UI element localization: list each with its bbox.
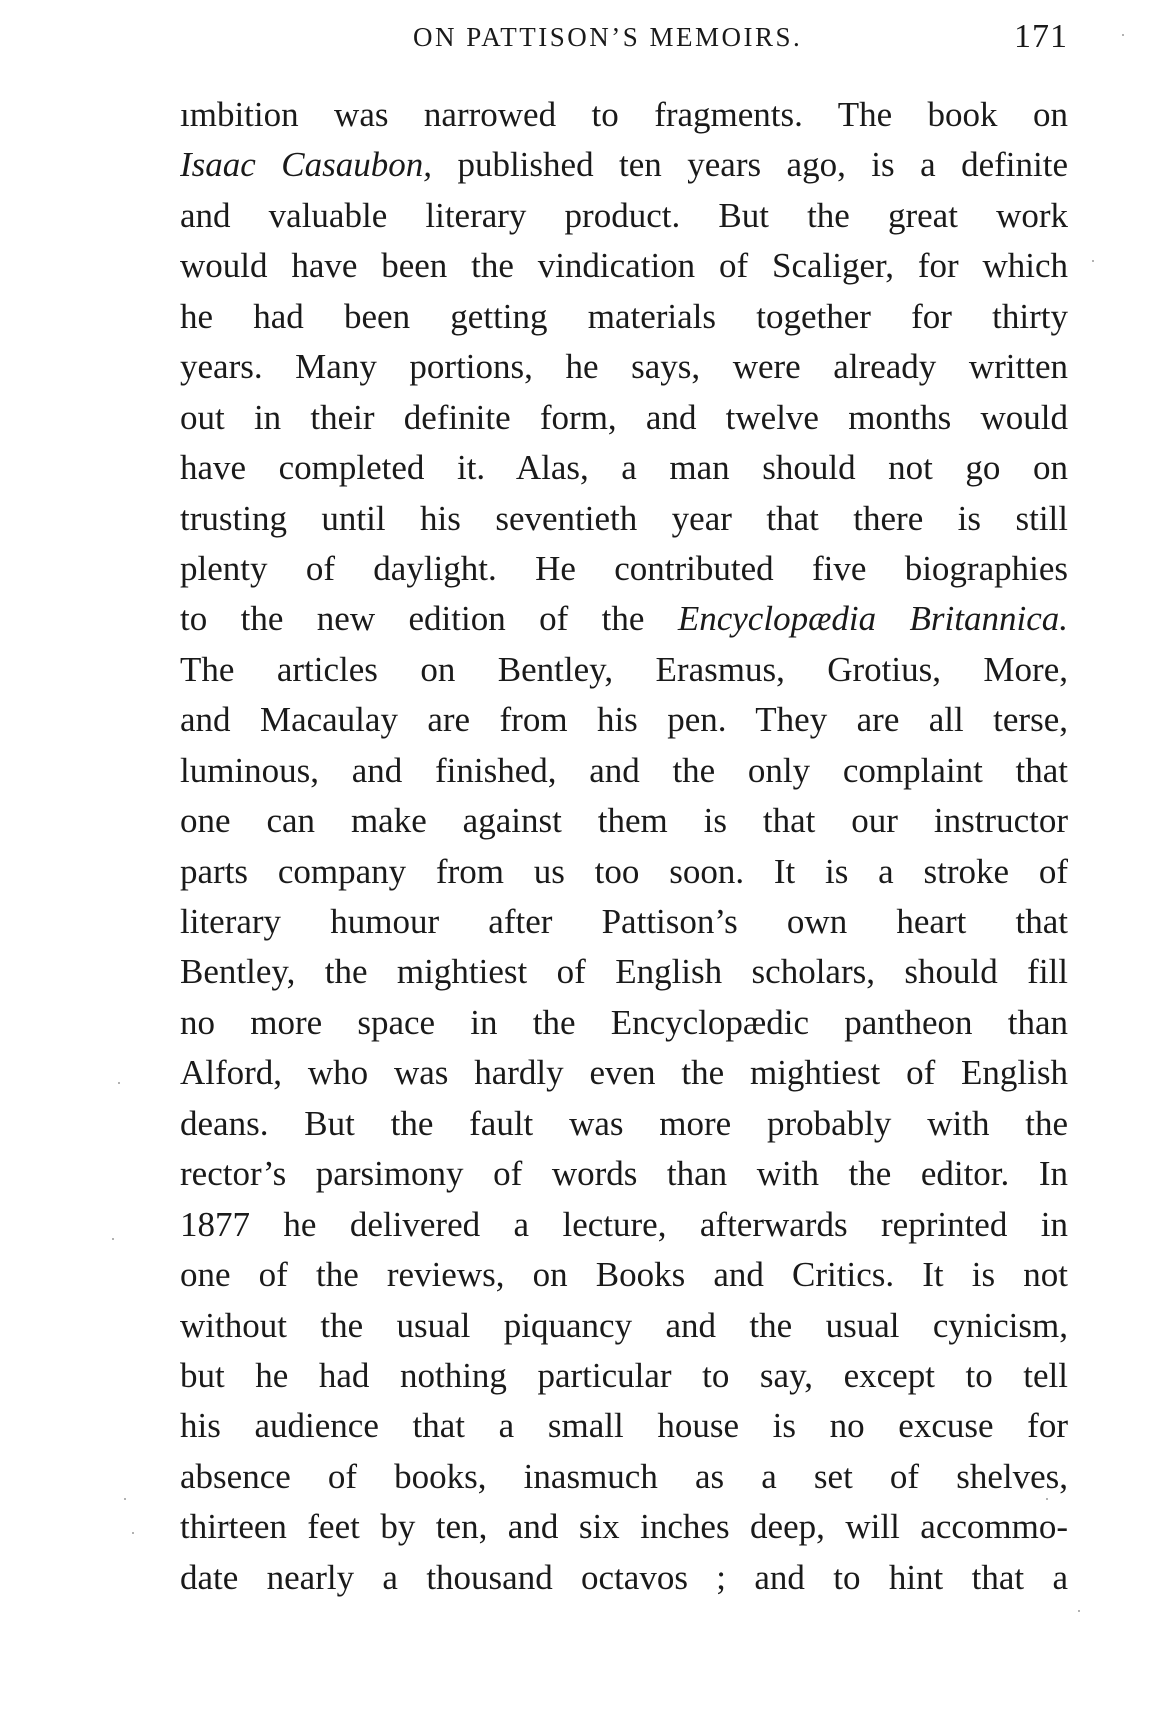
text-segment: luminous, and finished, and the only complaint that: [180, 750, 1068, 790]
text-segment: plenty of daylight. He contributed five biographies: [180, 548, 1068, 588]
text-line: [180, 897, 1068, 947]
text-line: [180, 191, 1068, 241]
text-segment: years. Many portions, he says, were already written: [180, 347, 1068, 387]
text-segment: one of the reviews, on Books and Critics. It is not: [180, 1255, 1068, 1295]
text-segment: rector’s parsimony of words than with the editor. In: [180, 1154, 1068, 1194]
text-segment: would have been the vindication of Scaliger, for which: [180, 246, 1068, 286]
text-segment: published ten years ago, is a definite: [432, 145, 1068, 185]
text-line: [180, 1553, 1068, 1603]
text-segment: but he had nothing particular to say, except to tell: [180, 1355, 1068, 1395]
text-line: [180, 1099, 1068, 1149]
text-line: [180, 1149, 1068, 1199]
text-line: [180, 796, 1068, 846]
text-line: [180, 746, 1068, 796]
text-line: [180, 1048, 1068, 1098]
text-line: [180, 645, 1068, 695]
text-segment: The articles on Bentley, Erasmus, Grotius, More,: [180, 649, 1068, 689]
body-text: [180, 90, 1068, 1603]
text-segment: literary humour after Pattison’s own heart that: [180, 902, 1068, 941]
text-segment: Bentley, the mightiest of English scholars, should fill: [180, 952, 1068, 992]
text-segment: date nearly a thousand octavos ; and to hint that a: [180, 1557, 1068, 1597]
text-segment: parts company from us too soon. It is a stroke of: [180, 851, 1068, 891]
italic-title: Encyclopædia Britannica.: [677, 599, 1068, 639]
text-line: [180, 1401, 1068, 1451]
text-segment: and Macaulay are from his pen. They are all terse,: [180, 700, 1068, 740]
text-segment: out in their definite form, and twelve months would: [180, 397, 1068, 437]
text-segment: and valuable literary product. But the great work: [180, 195, 1068, 235]
text-segment: to the new edition of the: [180, 599, 678, 639]
text-line: [180, 342, 1068, 392]
text-segment: thirteen feet by ten, and six inches deep, will accommo-: [180, 1507, 1068, 1547]
page-number: 171: [1014, 18, 1068, 55]
text-segment: 1877 he delivered a lecture, afterwards reprinted in: [180, 1204, 1068, 1244]
running-head: [180, 18, 1068, 62]
text-segment: Alford, who was hardly even the mightiest of English: [180, 1053, 1068, 1093]
text-line: [180, 998, 1068, 1048]
italic-title: Isaac Casaubon,: [180, 145, 432, 185]
text-line: [180, 292, 1068, 342]
paper-speck: [1092, 260, 1094, 262]
text-line: [180, 140, 1068, 190]
text-line: [180, 1301, 1068, 1351]
text-segment: have completed it. Alas, a man should not go on: [180, 448, 1068, 488]
text-line: [180, 1351, 1068, 1401]
text-line: [180, 494, 1068, 544]
text-line: [180, 443, 1068, 493]
text-line: [180, 695, 1068, 745]
text-line: [180, 544, 1068, 594]
paper-speck: [132, 1532, 134, 1534]
paper-speck: [118, 1082, 120, 1084]
text-line: [180, 1200, 1068, 1250]
text-line: [180, 1250, 1068, 1300]
text-segment: no more space in the Encyclopædic pantheon than: [180, 1002, 1068, 1042]
paper-speck: [124, 1498, 126, 1500]
paper-speck: [1122, 34, 1124, 36]
text-segment: without the usual piquancy and the usual cynicism,: [180, 1305, 1068, 1345]
text-line: [180, 1452, 1068, 1502]
text-line: [180, 393, 1068, 443]
text-line: [180, 947, 1068, 997]
paper-speck: [112, 1238, 114, 1240]
text-line: [180, 241, 1068, 291]
text-line: [180, 847, 1068, 897]
text-segment: trusting until his seventieth year that there is still: [180, 498, 1068, 538]
text-segment: he had been getting materials together for thirty: [180, 296, 1068, 336]
text-segment: deans. But the fault was more probably with the: [180, 1103, 1068, 1143]
text-line: [180, 90, 1068, 140]
text-segment: one can make against them is that our instructor: [180, 801, 1068, 841]
paper-speck: [1046, 1498, 1048, 1500]
running-title: ON PATTISON’S MEMOIRS.: [413, 22, 803, 52]
text-line: [180, 1502, 1068, 1552]
text-segment: absence of books, inasmuch as a set of shelves,: [180, 1456, 1068, 1496]
text-segment: his audience that a small house is no excuse for: [180, 1406, 1068, 1446]
text-segment: ımbition was narrowed to fragments. The book on: [180, 95, 1068, 134]
paper-speck: [1078, 1610, 1080, 1612]
text-line: [180, 594, 1068, 644]
